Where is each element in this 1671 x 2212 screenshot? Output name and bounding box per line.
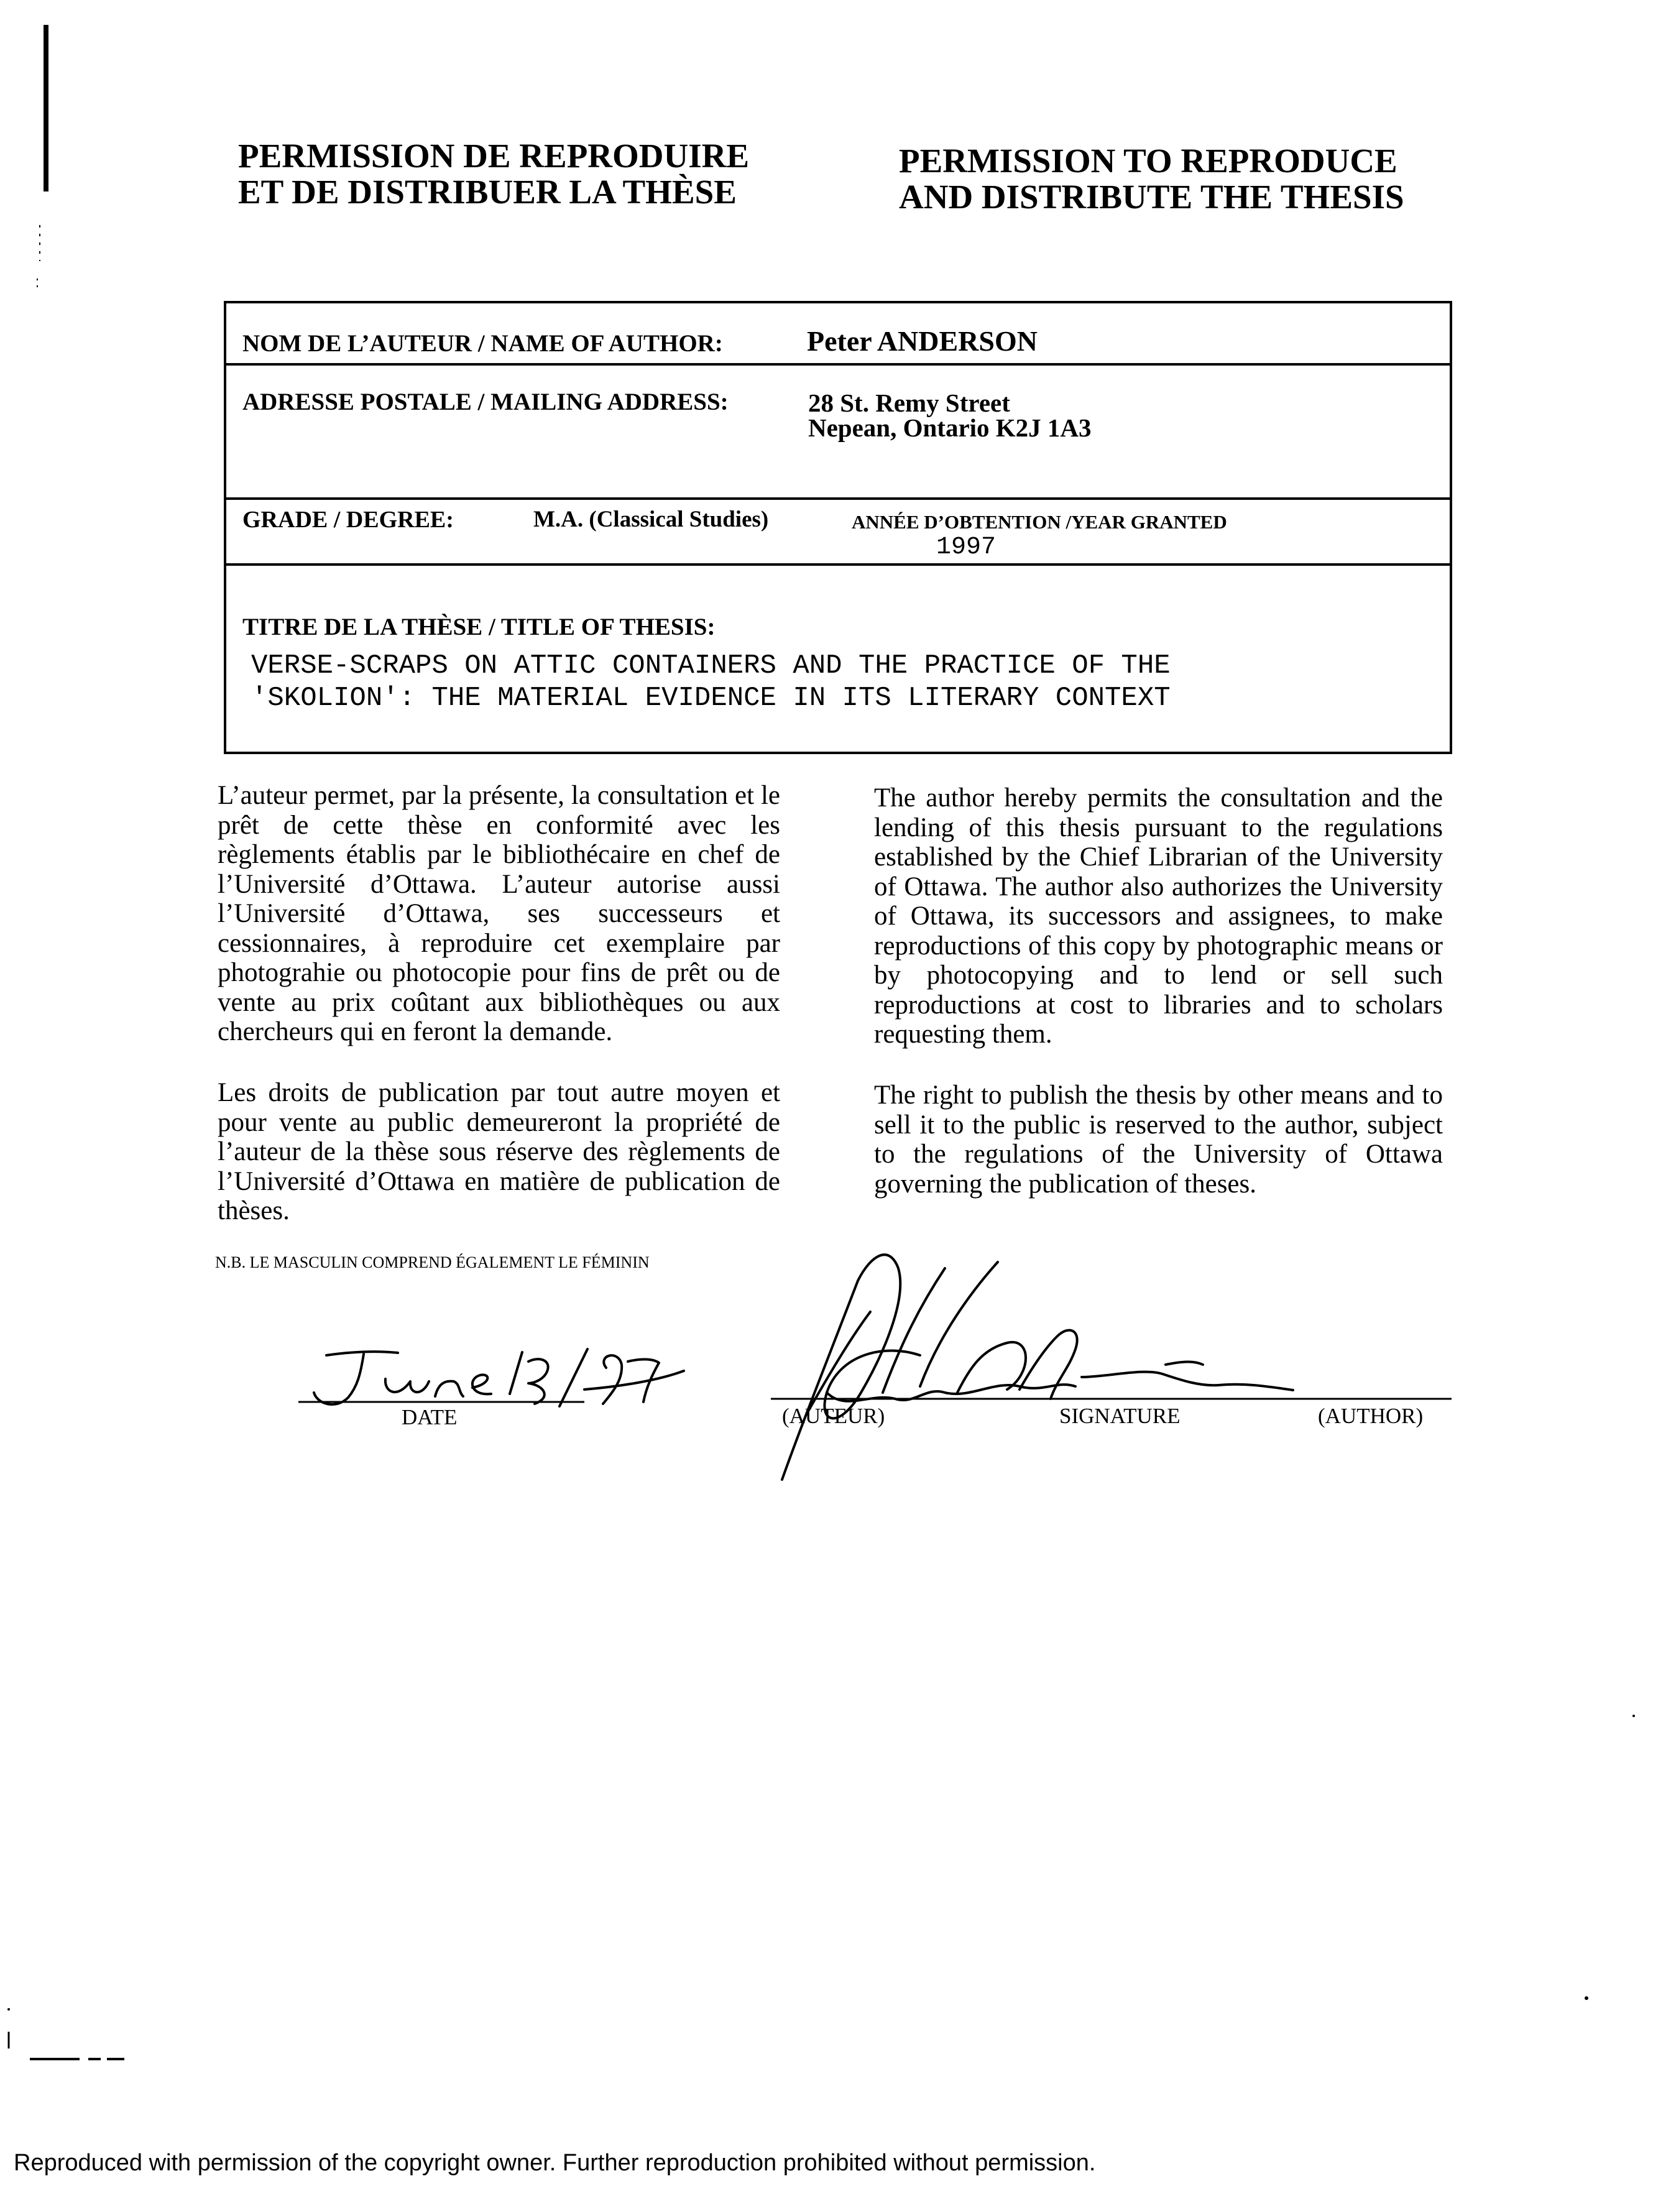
year-value: 1997 <box>936 533 997 561</box>
handwritten-date <box>314 1349 684 1406</box>
row-divider <box>226 497 1450 500</box>
thesis-info-box <box>224 301 1452 754</box>
copyright-footer: Reproduced with permission of the copyright owner. Further reproduction prohibited without permission. <box>14 2150 1096 2176</box>
author-caption: (AUTHOR) <box>1318 1404 1424 1428</box>
thesis-title-line1: VERSE-SCRAPS ON ATTIC CONTAINERS AND THE PRACTICE OF THE <box>251 650 1171 681</box>
degree-value: M.A. (Classical Studies) <box>533 507 769 532</box>
heading-fr-line2: ET DE DISTRIBUER LA THÈSE <box>238 173 737 211</box>
address-line1: 28 St. Remy Street <box>808 389 1010 417</box>
address-line2: Nepean, Ontario K2J 1A3 <box>808 413 1092 442</box>
thesis-title-line2: 'SKOLION': THE MATERIAL EVIDENCE IN ITS LITERARY CONTEXT <box>251 683 1171 714</box>
heading-french <box>238 138 798 210</box>
address-label: ADRESSE POSTALE / MAILING ADDRESS: <box>242 389 729 415</box>
heading-en-line1: PERMISSION TO REPRODUCE <box>899 142 1397 180</box>
english-permission-paragraph: The author hereby permits the consultation and the lending of this thesis pursuant to the regulations established by the Chief Librarian of the University of Ottawa. The author also authorizes the University of Ottawa, its successors and assignees, to make reproductions of this copy by photographic means or by photocopying and to lend or sell such reproductions at cost to libraries and to scholars requesting them. <box>874 783 1443 1049</box>
french-permission-paragraph: L’auteur permet, par la présente, la consultation et le prêt de cette thèse en conformité avec les règlements établis par le bibliothécaire en chef de l’Université d’Ottawa. L’auteur autorise aussi l’Université d’Ottawa, ses successeurs et cessionnaires, à reproduire cet exemplaire par photograhie ou photocopie pour fins de prêt ou de vente au prix coûtant aux bibliothèques ou aux chercheurs qui en feront la demande. <box>218 781 780 1046</box>
heading-english <box>899 143 1521 215</box>
row-divider <box>226 363 1450 366</box>
row-divider <box>226 563 1450 566</box>
author-value: Peter ANDERSON <box>807 325 1038 357</box>
degree-label: GRADE / DEGREE: <box>242 507 454 533</box>
author-label: NOM DE L’AUTEUR / NAME OF AUTHOR: <box>242 330 723 357</box>
auteur-caption: (AUTEUR) <box>782 1404 885 1428</box>
signature-caption: SIGNATURE <box>1059 1404 1181 1428</box>
heading-fr-line1: PERMISSION DE REPRODUIRE <box>238 137 750 175</box>
gender-note: N.B. LE MASCULIN COMPREND ÉGALEMENT LE FÉMININ <box>215 1253 650 1271</box>
year-label: ANNÉE D’OBTENTION /YEAR GRANTED <box>852 511 1227 533</box>
heading-en-line2: AND DISTRIBUTE THE THESIS <box>899 178 1404 216</box>
thesis-title-label: TITRE DE LA THÈSE / TITLE OF THESIS: <box>242 614 716 640</box>
date-caption: DATE <box>402 1405 458 1429</box>
french-rights-paragraph: Les droits de publication par tout autre moyen et pour vente au public demeureront la propriété de l’auteur de la thèse sous réserve des règlements de l’Université d’Ottawa en matière de publication de thèses. <box>218 1078 780 1225</box>
handwritten-signature <box>782 1255 1293 1480</box>
english-rights-paragraph: The right to publish the thesis by other means and to sell it to the public is reserved to the author, subject to the regulations of the University of Ottawa governing the publication of theses. <box>874 1081 1443 1199</box>
